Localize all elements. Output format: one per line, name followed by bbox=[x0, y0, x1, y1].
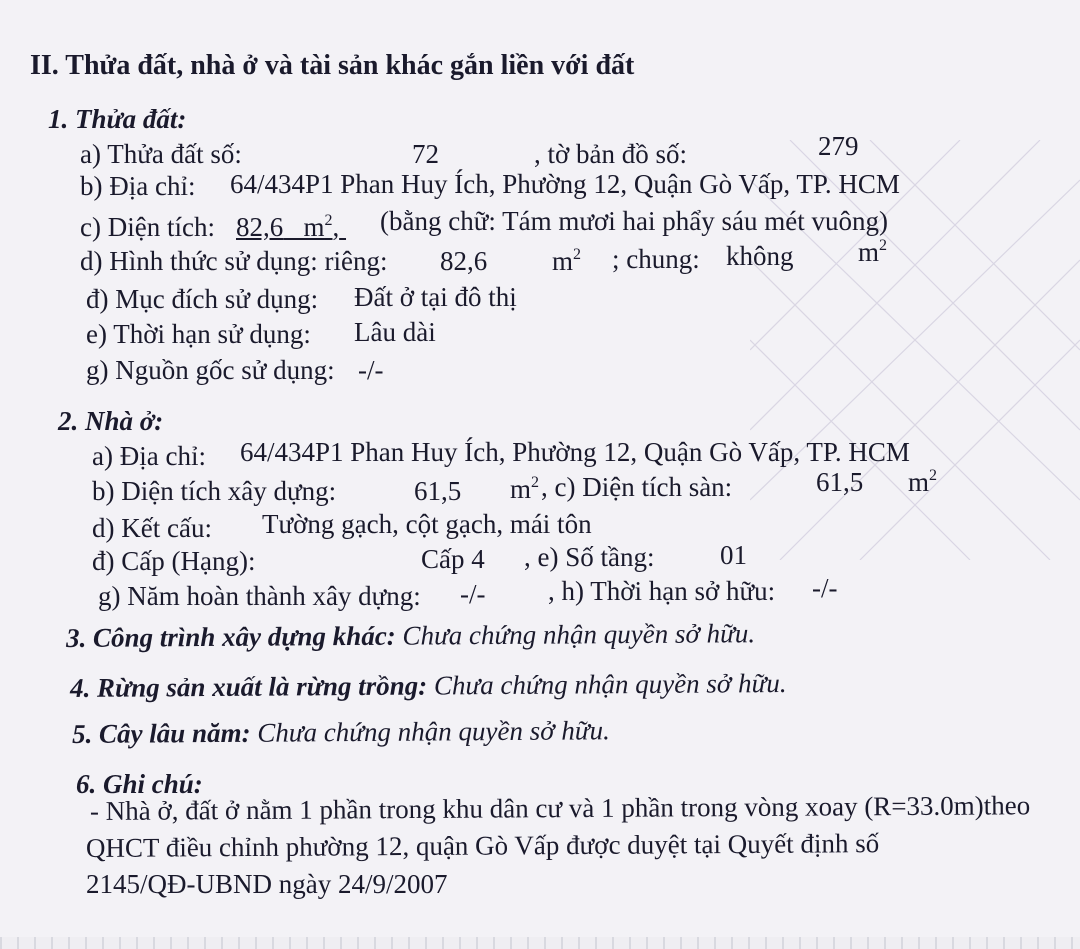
house-build-area-exponent: 2 bbox=[531, 474, 540, 491]
house-floor-area-unit-text: m bbox=[908, 467, 930, 497]
land-use-private-exponent: 2 bbox=[573, 246, 582, 263]
land-area-value bbox=[236, 211, 346, 243]
house-address-label: a) Địa chỉ: bbox=[92, 441, 206, 471]
land-address-value: 64/434P1 Phan Huy Ích, Phường 12, Quận Gò Vấp, TP. HCM bbox=[230, 169, 900, 199]
house-completion-label: g) Năm hoàn thành xây dựng: bbox=[98, 581, 421, 611]
perennial-trees-value: Chưa chứng nhận quyền sở hữu. bbox=[257, 715, 610, 748]
land-use-common-unit-text: m bbox=[858, 237, 880, 267]
perennial-trees-line bbox=[72, 714, 610, 750]
other-construction-value: Chưa chứng nhận quyền sở hữu. bbox=[402, 618, 756, 651]
land-term-label: e) Thời hạn sử dụng: bbox=[86, 319, 311, 349]
house-grade-label: đ) Cấp (Hạng): bbox=[92, 546, 256, 576]
land-use-private-unit bbox=[552, 245, 581, 277]
note-line-2: QHCT điều chỉnh phường 12, quận Gò Vấp được duyệt tại Quyết định số bbox=[85, 828, 880, 863]
house-structure-value: Tường gạch, cột gạch, mái tôn bbox=[262, 509, 592, 539]
land-address-label: b) Địa chỉ: bbox=[80, 171, 196, 201]
note-line-3: 2145/QĐ-UBND ngày 24/9/2007 bbox=[86, 869, 448, 899]
land-area-label: c) Diện tích: bbox=[80, 212, 215, 242]
house-build-area-unit bbox=[510, 473, 539, 505]
land-term-value: Lâu dài bbox=[354, 317, 436, 347]
house-floor-area-label: , c) Diện tích sàn: bbox=[541, 472, 733, 502]
planted-forest-line bbox=[70, 667, 787, 704]
house-heading: 2. Nhà ở: bbox=[58, 406, 164, 436]
land-use-private-value: 82,6 bbox=[440, 246, 488, 276]
land-area-exponent: 2 bbox=[324, 212, 333, 229]
land-heading: 1. Thửa đất: bbox=[48, 104, 187, 134]
land-use-common-label: ; chung: bbox=[612, 244, 700, 274]
note-line-1: - Nhà ở, đất ở nằm 1 phần trong khu dân cư và 1 phần trong vòng xoay (R=33.0m)theo bbox=[89, 790, 1031, 826]
land-origin-value: -/- bbox=[358, 355, 384, 385]
house-structure-label: d) Kết cấu: bbox=[92, 513, 212, 543]
house-build-area-label: b) Diện tích xây dựng: bbox=[92, 476, 337, 506]
land-parcel-value: 72 bbox=[412, 139, 439, 169]
land-area-number: 82,6 bbox=[236, 212, 284, 242]
house-address-value: 64/434P1 Phan Huy Ích, Phường 12, Quận Gò Vấp, TP. HCM bbox=[240, 437, 910, 467]
house-completion-value: -/- bbox=[460, 579, 486, 609]
planted-forest-label: 4. Rừng sản xuất là rừng trồng: bbox=[69, 670, 428, 703]
land-use-private-unit-text: m bbox=[552, 246, 574, 276]
land-purpose-value: Đất ở tại đô thị bbox=[354, 282, 517, 312]
perennial-trees-label: 5. Cây lâu năm: bbox=[71, 717, 251, 749]
house-floors-label: , e) Số tầng: bbox=[524, 542, 655, 572]
house-ownership-term-value: -/- bbox=[812, 573, 838, 603]
land-purpose-label: đ) Mục đích sử dụng: bbox=[86, 284, 319, 314]
land-use-common-unit bbox=[858, 236, 887, 268]
land-use-form-label: d) Hình thức sử dụng: riêng: bbox=[80, 246, 388, 276]
map-sheet-value: 279 bbox=[818, 131, 859, 161]
house-build-area-value: 61,5 bbox=[414, 476, 462, 506]
land-area-comma: , bbox=[332, 212, 340, 242]
house-floor-area-unit bbox=[908, 466, 937, 498]
planted-forest-value: Chưa chứng nhận quyền sở hữu. bbox=[433, 667, 787, 701]
land-area-unit: m bbox=[303, 212, 325, 242]
land-use-common-value: không bbox=[726, 241, 794, 271]
house-grade-value: Cấp 4 bbox=[421, 544, 485, 574]
map-sheet-label: , tờ bản đồ số: bbox=[534, 139, 688, 169]
land-use-common-exponent: 2 bbox=[879, 237, 888, 254]
house-build-area-unit-text: m bbox=[510, 474, 532, 504]
note-heading: 6. Ghi chú: bbox=[76, 769, 203, 799]
land-parcel-label: a) Thửa đất số: bbox=[80, 139, 242, 169]
house-floor-area-exponent: 2 bbox=[929, 467, 938, 484]
land-origin-label: g) Nguồn gốc sử dụng: bbox=[86, 355, 335, 385]
house-ownership-term-label: , h) Thời hạn sở hữu: bbox=[548, 576, 776, 606]
other-construction-line bbox=[66, 617, 755, 654]
section-title: II. Thửa đất, nhà ở và tài sản khác gắn liền với đất bbox=[30, 50, 635, 81]
land-area-words: (bằng chữ: Tám mươi hai phẩy sáu mét vuông) bbox=[380, 206, 888, 236]
house-floor-area-value: 61,5 bbox=[816, 467, 864, 497]
page-edge-texture bbox=[0, 937, 1080, 949]
house-floors-value: 01 bbox=[720, 540, 747, 570]
other-construction-label: 3. Công trình xây dựng khác: bbox=[65, 620, 396, 653]
